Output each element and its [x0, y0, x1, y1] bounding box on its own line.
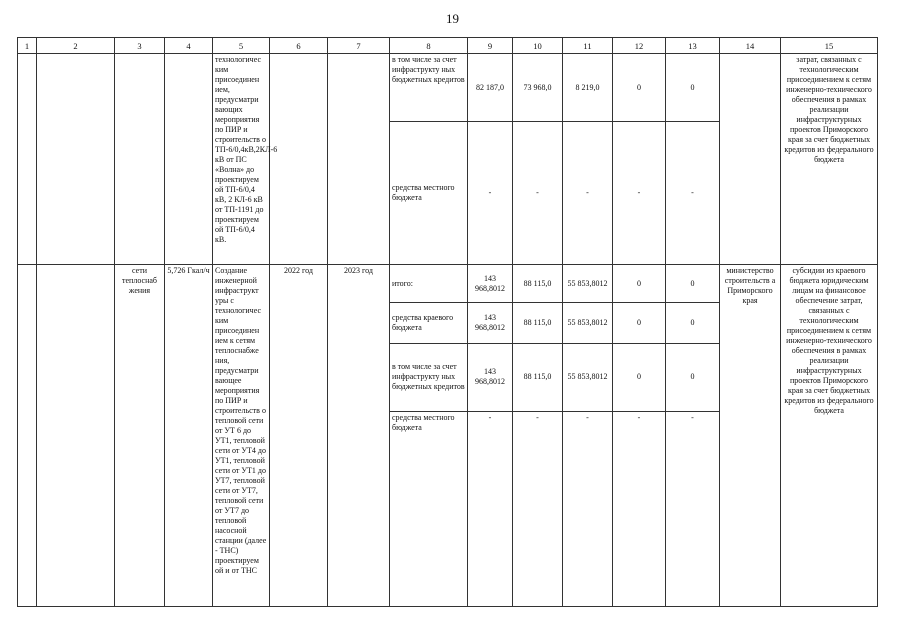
page-number: 19: [446, 11, 459, 26]
value-cell: 0: [666, 54, 720, 122]
value-cell: 82 187,0: [468, 54, 513, 122]
column-number: 15: [781, 38, 878, 54]
funding-source: итого:: [390, 265, 468, 303]
measure-description: технологичес ким присоединен ием, предусматри вающих мероприятия по ПИР и строительств о ТП-6/0,4кВ,2КЛ-6 кВ от ПС «Волна» до проектируем ой ТП-6/0,4 кВ, 2 КЛ-6 кВ от ТП-1191 до проектируем ой ТП-6/0,4 кВ.: [213, 54, 270, 265]
value-cell: 0: [613, 303, 666, 343]
value-cell: 8 219,0: [563, 54, 613, 122]
column-number: 1: [18, 38, 37, 54]
value-cell: 0: [666, 265, 720, 303]
column-number: 6: [270, 38, 328, 54]
end-year: 2023 год: [328, 265, 390, 607]
document-table: [17, 37, 878, 607]
cell: [720, 54, 781, 265]
value-cell: 143 968,8012: [468, 303, 513, 343]
value-cell: 55 853,8012: [563, 343, 613, 411]
table-row: [18, 265, 878, 303]
column-number-row: [18, 38, 878, 54]
cell: [270, 54, 328, 265]
cell: [37, 54, 115, 265]
value-cell: 0: [666, 343, 720, 411]
start-year: 2022 год: [270, 265, 328, 607]
value-cell: -: [666, 122, 720, 265]
cell: [18, 54, 37, 265]
value-cell: 88 115,0: [513, 303, 563, 343]
value-cell: 88 115,0: [513, 343, 563, 411]
funding-source: в том числе за счет инфраструкту ных бюджетных кредитов: [390, 54, 468, 122]
cell: [115, 54, 165, 265]
value-cell: 55 853,8012: [563, 303, 613, 343]
column-number: 8: [390, 38, 468, 54]
table-row: [18, 54, 878, 122]
value-cell: -: [513, 122, 563, 265]
value-cell: 0: [613, 54, 666, 122]
column-number: 7: [328, 38, 390, 54]
funding-source: в том числе за счет инфраструкту ных бюджетных кредитов: [390, 343, 468, 411]
value-cell: -: [468, 411, 513, 606]
value-cell: 73 968,0: [513, 54, 563, 122]
cell: [165, 54, 213, 265]
column-number: 4: [165, 38, 213, 54]
value-cell: 143 968,8012: [468, 343, 513, 411]
value-cell: -: [468, 122, 513, 265]
purpose-description: затрат, связанных с технологическим присоединением к сетям инженерно-технического обеспечения в рамках реализации инфраструктурных проектов Приморского края за счет бюджетных кредитов из федерального бюджета: [781, 54, 878, 265]
column-number: 10: [513, 38, 563, 54]
cell: [37, 265, 115, 607]
value-cell: 55 853,8012: [563, 265, 613, 303]
cell: [18, 265, 37, 607]
value-cell: -: [613, 411, 666, 606]
column-number: 9: [468, 38, 513, 54]
value-cell: -: [666, 411, 720, 606]
column-number: 11: [563, 38, 613, 54]
measure-description: Создание инженерной инфраструкт уры с технологичес ким присоединен ием к сетям теплоснабже ния, предусматри вающее мероприятия по ПИР и строительств о тепловой сети от УТ 6 до УТ1, тепловой сети от УТ4 до УТ1, тепловой сети от УТ1 до УТ7, тепловой сети от УТ7, тепловой сети от УТ7 до тепловой насосной станции (далее - ТНС) проектируем ой и от ТНС: [213, 265, 270, 607]
funding-source: средства краевого бюджета: [390, 303, 468, 343]
column-number: 3: [115, 38, 165, 54]
value-cell: 0: [666, 303, 720, 343]
capacity: 5,726 Гкал/ч: [165, 265, 213, 607]
value-cell: 143 968,8012: [468, 265, 513, 303]
column-number: 14: [720, 38, 781, 54]
value-cell: -: [563, 122, 613, 265]
responsible-body: министерство строительств а Приморского края: [720, 265, 781, 607]
funding-source: средства местного бюджета: [390, 122, 468, 265]
purpose-description: субсидии из краевого бюджета юридическим лицам на финансовое обеспечение затрат, связанных с технологическим присоединением к сетям инженерно-технического обеспечения в рамках реализации инфраструктурных проектов Приморского края за счет бюджетных кредитов из федерального бюджета: [781, 265, 878, 607]
value-cell: 0: [613, 343, 666, 411]
column-number: 13: [666, 38, 720, 54]
cell: [328, 54, 390, 265]
value-cell: -: [563, 411, 613, 606]
value-cell: -: [613, 122, 666, 265]
funding-source: средства местного бюджета: [390, 411, 468, 606]
column-number: 2: [37, 38, 115, 54]
value-cell: 88 115,0: [513, 265, 563, 303]
value-cell: 0: [613, 265, 666, 303]
network-type: сети теплоснаб жения: [115, 265, 165, 607]
value-cell: -: [513, 411, 563, 606]
column-number: 5: [213, 38, 270, 54]
column-number: 12: [613, 38, 666, 54]
